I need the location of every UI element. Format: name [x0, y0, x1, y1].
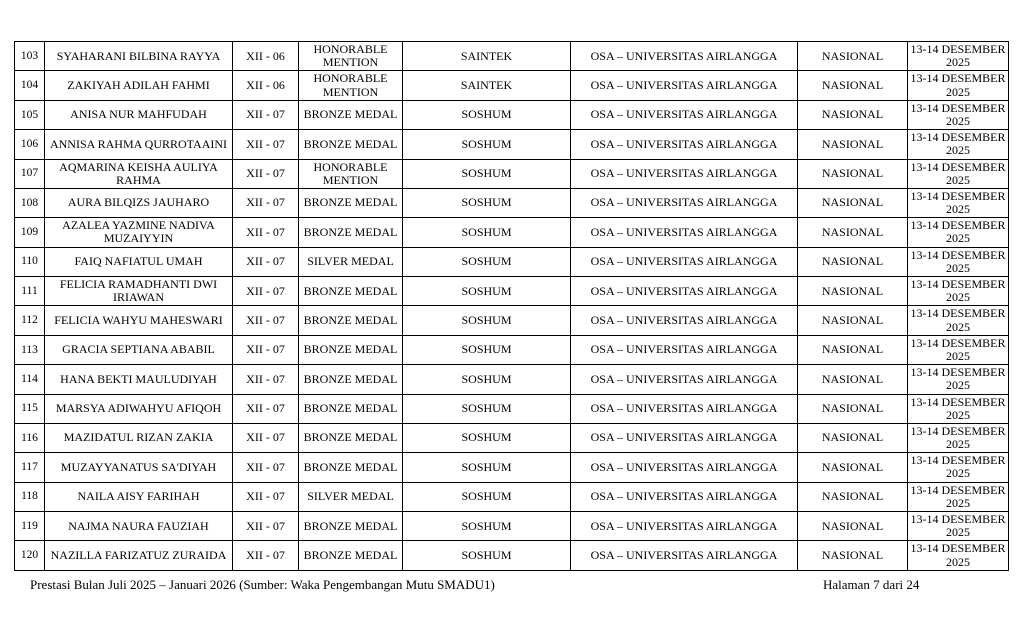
- cell-award: BRONZE MEDAL: [299, 541, 403, 570]
- cell-number: 103: [15, 42, 45, 71]
- cell-award: BRONZE MEDAL: [299, 306, 403, 335]
- cell-student-name: FELICIA WAHYU MAHESWARI: [45, 306, 233, 335]
- footer-source-note: Prestasi Bulan Juli 2025 – Januari 2026 (Sumber: Waka Pengembangan Mutu SMADU1): [30, 577, 495, 592]
- cell-level: NASIONAL: [798, 482, 908, 511]
- cell-number: 110: [15, 247, 45, 276]
- cell-level: NASIONAL: [798, 159, 908, 188]
- cell-organizer: OSA – UNIVERSITAS AIRLANGGA: [571, 335, 798, 364]
- cell-organizer: OSA – UNIVERSITAS AIRLANGGA: [571, 159, 798, 188]
- table-row: [15, 541, 1009, 570]
- cell-level: NASIONAL: [798, 247, 908, 276]
- cell-number: 108: [15, 188, 45, 217]
- cell-student-name: MUZAYYANATUS SA'DIYAH: [45, 453, 233, 482]
- cell-class: XII - 07: [233, 100, 299, 129]
- cell-class: XII - 07: [233, 541, 299, 570]
- table-row: [15, 100, 1009, 129]
- cell-date: 13-14 DESEMBER 2025: [908, 71, 1009, 100]
- cell-organizer: OSA – UNIVERSITAS AIRLANGGA: [571, 100, 798, 129]
- cell-field: SOSHUM: [403, 130, 571, 159]
- table-row: [15, 188, 1009, 217]
- cell-award: BRONZE MEDAL: [299, 100, 403, 129]
- cell-level: NASIONAL: [798, 335, 908, 364]
- table-row: [15, 453, 1009, 482]
- cell-student-name: AQMARINA KEISHA AULIYA RAHMA: [45, 159, 233, 188]
- cell-date: 13-14 DESEMBER 2025: [908, 130, 1009, 159]
- cell-number: 115: [15, 394, 45, 423]
- cell-level: NASIONAL: [798, 100, 908, 129]
- cell-field: SOSHUM: [403, 482, 571, 511]
- cell-field: SOSHUM: [403, 365, 571, 394]
- cell-number: 106: [15, 130, 45, 159]
- table-row: [15, 247, 1009, 276]
- cell-organizer: OSA – UNIVERSITAS AIRLANGGA: [571, 423, 798, 452]
- cell-level: NASIONAL: [798, 394, 908, 423]
- cell-award: HONORABLE MENTION: [299, 71, 403, 100]
- footer-page-number: Halaman 7 dari 24: [823, 577, 920, 592]
- table-row: [15, 365, 1009, 394]
- cell-student-name: ANNISA RAHMA QURROTAAINI: [45, 130, 233, 159]
- cell-field: SAINTEK: [403, 71, 571, 100]
- cell-student-name: GRACIA SEPTIANA ABABIL: [45, 335, 233, 364]
- cell-field: SOSHUM: [403, 512, 571, 541]
- cell-award: BRONZE MEDAL: [299, 188, 403, 217]
- cell-student-name: NAILA AISY FARIHAH: [45, 482, 233, 511]
- cell-field: SOSHUM: [403, 394, 571, 423]
- table-row: [15, 394, 1009, 423]
- cell-date: 13-14 DESEMBER 2025: [908, 277, 1009, 306]
- cell-field: SOSHUM: [403, 247, 571, 276]
- cell-number: 119: [15, 512, 45, 541]
- cell-award: BRONZE MEDAL: [299, 453, 403, 482]
- cell-number: 120: [15, 541, 45, 570]
- table-row: [15, 512, 1009, 541]
- cell-level: NASIONAL: [798, 42, 908, 71]
- cell-date: 13-14 DESEMBER 2025: [908, 159, 1009, 188]
- cell-class: XII - 07: [233, 365, 299, 394]
- cell-student-name: HANA BEKTI MAULUDIYAH: [45, 365, 233, 394]
- table-row: [15, 335, 1009, 364]
- achievements-table: [14, 41, 1009, 571]
- cell-field: SOSHUM: [403, 188, 571, 217]
- table-row: [15, 218, 1009, 247]
- cell-field: SOSHUM: [403, 453, 571, 482]
- cell-date: 13-14 DESEMBER 2025: [908, 541, 1009, 570]
- table-row: [15, 130, 1009, 159]
- cell-level: NASIONAL: [798, 218, 908, 247]
- cell-number: 105: [15, 100, 45, 129]
- table-row: [15, 423, 1009, 452]
- cell-date: 13-14 DESEMBER 2025: [908, 512, 1009, 541]
- cell-organizer: OSA – UNIVERSITAS AIRLANGGA: [571, 482, 798, 511]
- cell-class: XII - 06: [233, 42, 299, 71]
- cell-level: NASIONAL: [798, 423, 908, 452]
- cell-organizer: OSA – UNIVERSITAS AIRLANGGA: [571, 42, 798, 71]
- cell-field: SOSHUM: [403, 423, 571, 452]
- cell-class: XII - 07: [233, 159, 299, 188]
- cell-student-name: MARSYA ADIWAHYU AFIQOH: [45, 394, 233, 423]
- cell-number: 116: [15, 423, 45, 452]
- cell-field: SOSHUM: [403, 541, 571, 570]
- cell-class: XII - 07: [233, 306, 299, 335]
- cell-class: XII - 07: [233, 277, 299, 306]
- cell-level: NASIONAL: [798, 512, 908, 541]
- cell-award: BRONZE MEDAL: [299, 512, 403, 541]
- table-row: [15, 482, 1009, 511]
- cell-date: 13-14 DESEMBER 2025: [908, 188, 1009, 217]
- cell-number: 104: [15, 71, 45, 100]
- cell-award: HONORABLE MENTION: [299, 159, 403, 188]
- cell-level: NASIONAL: [798, 130, 908, 159]
- cell-field: SOSHUM: [403, 277, 571, 306]
- cell-class: XII - 07: [233, 130, 299, 159]
- cell-level: NASIONAL: [798, 453, 908, 482]
- cell-level: NASIONAL: [798, 188, 908, 217]
- cell-date: 13-14 DESEMBER 2025: [908, 365, 1009, 394]
- cell-class: XII - 07: [233, 512, 299, 541]
- cell-date: 13-14 DESEMBER 2025: [908, 482, 1009, 511]
- cell-date: 13-14 DESEMBER 2025: [908, 42, 1009, 71]
- cell-date: 13-14 DESEMBER 2025: [908, 247, 1009, 276]
- table-row: [15, 71, 1009, 100]
- cell-award: BRONZE MEDAL: [299, 423, 403, 452]
- cell-organizer: OSA – UNIVERSITAS AIRLANGGA: [571, 306, 798, 335]
- cell-award: BRONZE MEDAL: [299, 335, 403, 364]
- cell-number: 117: [15, 453, 45, 482]
- cell-organizer: OSA – UNIVERSITAS AIRLANGGA: [571, 71, 798, 100]
- cell-number: 114: [15, 365, 45, 394]
- cell-field: SOSHUM: [403, 335, 571, 364]
- cell-organizer: OSA – UNIVERSITAS AIRLANGGA: [571, 130, 798, 159]
- cell-class: XII - 07: [233, 188, 299, 217]
- cell-date: 13-14 DESEMBER 2025: [908, 218, 1009, 247]
- cell-organizer: OSA – UNIVERSITAS AIRLANGGA: [571, 394, 798, 423]
- cell-organizer: OSA – UNIVERSITAS AIRLANGGA: [571, 365, 798, 394]
- cell-organizer: OSA – UNIVERSITAS AIRLANGGA: [571, 453, 798, 482]
- cell-field: SOSHUM: [403, 218, 571, 247]
- cell-award: BRONZE MEDAL: [299, 130, 403, 159]
- cell-student-name: NAJMA NAURA FAUZIAH: [45, 512, 233, 541]
- table-row: [15, 159, 1009, 188]
- cell-student-name: MAZIDATUL RIZAN ZAKIA: [45, 423, 233, 452]
- cell-student-name: SYAHARANI BILBINA RAYYA: [45, 42, 233, 71]
- cell-level: NASIONAL: [798, 365, 908, 394]
- table-row: [15, 306, 1009, 335]
- cell-level: NASIONAL: [798, 71, 908, 100]
- cell-award: HONORABLE MENTION: [299, 42, 403, 71]
- cell-field: SOSHUM: [403, 159, 571, 188]
- cell-field: SOSHUM: [403, 306, 571, 335]
- cell-class: XII - 07: [233, 482, 299, 511]
- cell-level: NASIONAL: [798, 541, 908, 570]
- cell-award: BRONZE MEDAL: [299, 277, 403, 306]
- cell-organizer: OSA – UNIVERSITAS AIRLANGGA: [571, 512, 798, 541]
- cell-award: SILVER MEDAL: [299, 247, 403, 276]
- cell-class: XII - 07: [233, 453, 299, 482]
- cell-class: XII - 07: [233, 335, 299, 364]
- cell-class: XII - 07: [233, 247, 299, 276]
- cell-field: SAINTEK: [403, 42, 571, 71]
- cell-award: BRONZE MEDAL: [299, 218, 403, 247]
- cell-field: SOSHUM: [403, 100, 571, 129]
- cell-organizer: OSA – UNIVERSITAS AIRLANGGA: [571, 541, 798, 570]
- cell-date: 13-14 DESEMBER 2025: [908, 335, 1009, 364]
- cell-award: SILVER MEDAL: [299, 482, 403, 511]
- cell-student-name: ANISA NUR MAHFUDAH: [45, 100, 233, 129]
- cell-student-name: AZALEA YAZMINE NADIVA MUZAIYYIN: [45, 218, 233, 247]
- cell-class: XII - 07: [233, 218, 299, 247]
- cell-award: BRONZE MEDAL: [299, 394, 403, 423]
- cell-class: XII - 06: [233, 71, 299, 100]
- cell-number: 112: [15, 306, 45, 335]
- cell-number: 113: [15, 335, 45, 364]
- cell-number: 107: [15, 159, 45, 188]
- cell-level: NASIONAL: [798, 306, 908, 335]
- cell-organizer: OSA – UNIVERSITAS AIRLANGGA: [571, 247, 798, 276]
- cell-level: NASIONAL: [798, 277, 908, 306]
- cell-date: 13-14 DESEMBER 2025: [908, 423, 1009, 452]
- cell-student-name: AURA BILQIZS JAUHARO: [45, 188, 233, 217]
- cell-date: 13-14 DESEMBER 2025: [908, 394, 1009, 423]
- cell-class: XII - 07: [233, 394, 299, 423]
- cell-organizer: OSA – UNIVERSITAS AIRLANGGA: [571, 188, 798, 217]
- cell-organizer: OSA – UNIVERSITAS AIRLANGGA: [571, 218, 798, 247]
- cell-number: 111: [15, 277, 45, 306]
- cell-date: 13-14 DESEMBER 2025: [908, 453, 1009, 482]
- table-row: [15, 277, 1009, 306]
- cell-number: 109: [15, 218, 45, 247]
- cell-student-name: FAIQ NAFIATUL UMAH: [45, 247, 233, 276]
- footer: [0, 577, 1024, 597]
- cell-student-name: FELICIA RAMADHANTI DWI IRIAWAN: [45, 277, 233, 306]
- cell-student-name: NAZILLA FARIZATUZ ZURAIDA: [45, 541, 233, 570]
- cell-date: 13-14 DESEMBER 2025: [908, 306, 1009, 335]
- cell-organizer: OSA – UNIVERSITAS AIRLANGGA: [571, 277, 798, 306]
- cell-award: BRONZE MEDAL: [299, 365, 403, 394]
- cell-student-name: ZAKIYAH ADILAH FAHMI: [45, 71, 233, 100]
- cell-class: XII - 07: [233, 423, 299, 452]
- table-row: [15, 42, 1009, 71]
- cell-number: 118: [15, 482, 45, 511]
- cell-date: 13-14 DESEMBER 2025: [908, 100, 1009, 129]
